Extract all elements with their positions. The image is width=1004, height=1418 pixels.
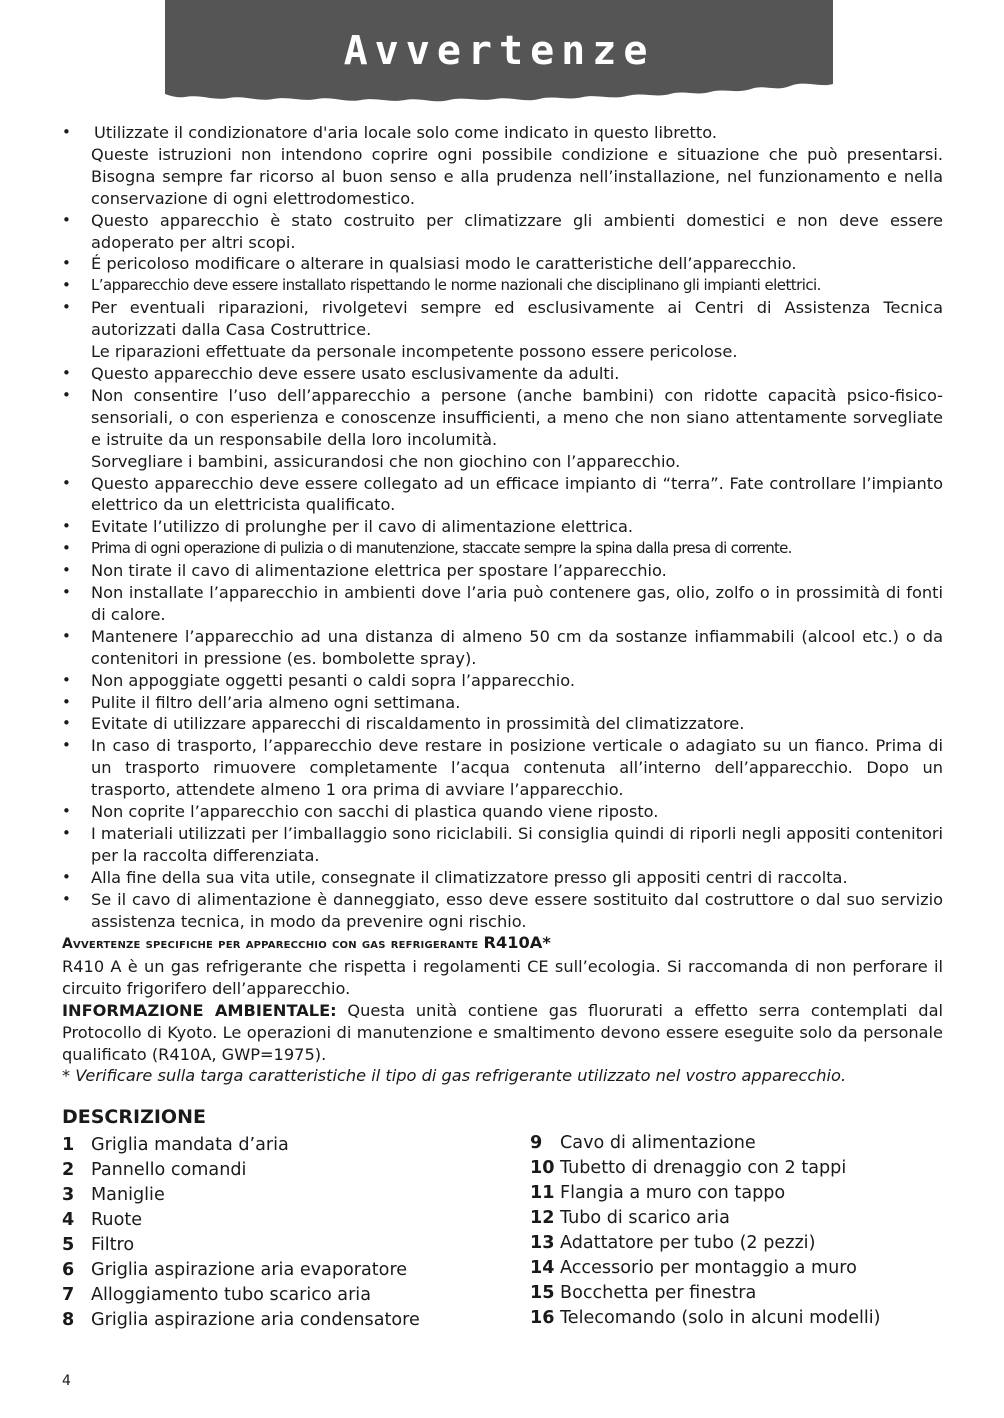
bullet-icon: •: [62, 385, 71, 404]
warning-item: [62, 867, 943, 889]
warning-item: [62, 385, 943, 473]
bullet-icon: •: [62, 714, 71, 733]
list-item: 11 Flangia a muro con tappo: [530, 1183, 786, 1203]
warning-item: [62, 692, 943, 714]
list-item: 15 Bocchetta per finestra: [530, 1283, 757, 1303]
page-title: Avvertenze: [343, 28, 655, 74]
environment-label: INFORMAZIONE AMBIENTALE:: [62, 1000, 337, 1020]
list-item: 8 Griglia aspirazione aria condensatore: [62, 1310, 420, 1330]
warning-text: Evitate di utilizzare apparecchi di riscaldamento in prossimità del climatizzatore.: [91, 714, 745, 734]
bullet-icon: •: [62, 254, 71, 273]
list-item: 14 Accessorio per montaggio a muro: [530, 1258, 857, 1278]
warning-item: [62, 516, 943, 538]
warning-item: [62, 275, 943, 297]
warning-text: Utilizzate il condizionatore d'aria locale solo come indicato in questo libretto.: [94, 123, 717, 142]
warning-item: [62, 670, 943, 692]
warning-text: Non coprite l’apparecchio con sacchi di plastica quando viene riposto.: [91, 802, 659, 822]
warning-text: Questo apparecchio deve essere usato esclusivamente da adulti.: [91, 363, 620, 383]
warning-text: Pulite il filtro dell’aria almeno ogni settimana.: [91, 692, 461, 712]
warning-item: [62, 253, 943, 275]
page-number: 4: [62, 1373, 71, 1389]
bullet-icon: •: [62, 210, 71, 229]
bullet-icon: •: [62, 123, 71, 141]
title-banner: [165, 0, 833, 108]
bullet-icon: •: [62, 889, 71, 908]
list-item: 3 Maniglie: [62, 1185, 165, 1205]
list-item: 16 Telecomando (solo in alcuni modelli): [530, 1308, 881, 1328]
warning-text: Non consentire l’uso dell’apparecchio a persone (anche bambini) con ridotte capacità psico-fisico-sensoriali, o con esperienza e conoscenze insufficienti, a meno che non siano attentamente sorvegliate e istruite da un responsabile della loro incolumità.: [91, 385, 943, 449]
bullet-icon: •: [62, 670, 71, 689]
warning-item: [62, 560, 943, 582]
list-item: 10 Tubetto di drenaggio con 2 tappi: [530, 1158, 847, 1178]
bullet-icon: •: [62, 298, 71, 317]
environment-info: [62, 1000, 943, 1066]
list-item: 13 Adattatore per tubo (2 pezzi): [530, 1233, 816, 1253]
bullet-icon: •: [62, 626, 71, 645]
r410a-section: [62, 932, 943, 1087]
warning-item: [62, 626, 943, 670]
r410a-heading: Avvertenze specifiche per apparecchio con gas refrigerante R410A*: [62, 933, 551, 952]
warning-text: Alla fine della sua vita utile, consegnate il climatizzatore presso gli appositi centri di raccolta.: [91, 867, 848, 887]
warning-text: Questo apparecchio deve essere collegato ad un efficace impianto di “terra”. Fate controllare l’impianto elettrico da un elettricista qualificato.: [91, 473, 943, 515]
parts-list-right: [530, 1131, 881, 1331]
warning-item: [62, 713, 943, 735]
r410a-text: R410 A è un gas refrigerante che rispetta i regolamenti CE sull’ecologia. Si raccomanda di non perforare il circuito frigorifero dell’apparecchio.: [62, 956, 943, 998]
warning-item: [62, 297, 943, 363]
bullet-icon: •: [62, 736, 71, 755]
bullet-icon: •: [62, 363, 71, 382]
warning-text: Queste istruzioni non intendono coprire ogni possibile condizione e situazione che può presentarsi. Bisogna sempre far ricorso al buon senso e alla prudenza nell’installazione, nel funzionamento e nella conservazione di ogni elettrodomestico.: [91, 144, 943, 208]
list-item: 6 Griglia aspirazione aria evaporatore: [62, 1260, 408, 1280]
bullet-icon: •: [62, 276, 71, 295]
warning-item: [62, 582, 943, 626]
warning-text: Mantenere l’apparecchio ad una distanza di almeno 50 cm da sostanze infiammabili (alcool etc.) o da contenitori in pressione (es. bombolette spray).: [91, 626, 943, 668]
warning-text: Non tirate il cavo di alimentazione elettrica per spostare l’apparecchio.: [91, 561, 667, 581]
bullet-icon: •: [62, 824, 71, 842]
bullet-icon: •: [62, 867, 71, 886]
warning-text: L’apparecchio deve essere installato rispettando le norme nazionali che disciplinano gli impianti elettrici.: [91, 276, 821, 295]
bullet-icon: •: [62, 583, 71, 602]
warning-text: Questo apparecchio è stato costruito per climatizzare gli ambienti domestici e non deve essere adoperato per altri scopi.: [91, 210, 943, 252]
bullet-icon: •: [62, 802, 71, 821]
warning-text: Le riparazioni effettuate da personale incompetente possono essere pericolose.: [91, 342, 738, 362]
environment-text: Questa unità contiene gas fluorurati a effetto serra contemplati dal Protocollo di Kyoto. Le operazioni di manutenzione e smaltimento devono essere eseguite solo da personale qualificato (R410A, GWP=1975).: [62, 1000, 943, 1064]
warning-item: [62, 122, 943, 210]
warning-text: Se il cavo di alimentazione è danneggiato, esso deve essere sostituito dal costruttore o dal suo servizio assistenza tecnica, in modo da prevenire ogni rischio.: [91, 889, 943, 931]
warning-text: Evitate l’utilizzo di prolunghe per il cavo di alimentazione elettrica.: [91, 517, 634, 537]
warning-text: Non appoggiate oggetti pesanti o caldi sopra l’apparecchio.: [91, 670, 576, 690]
list-item: 9 Cavo di alimentazione: [530, 1133, 756, 1153]
warning-text: In caso di trasporto, l’apparecchio deve restare in posizione verticale o adagiato su un fianco. Prima di un trasporto rimuovere completamente l’acqua contenuta all’interno dell’apparecchio. Dopo un trasporto, attendete almeno 1 ora prima di avviare l’apparecchio.: [91, 736, 943, 800]
warning-item: [62, 210, 943, 254]
warning-text: Prima di ogni operazione di pulizia o di manutenzione, staccate sempre la spina dalla presa di corrente.: [91, 539, 792, 558]
list-item: 1 Griglia mandata d’aria: [62, 1135, 289, 1155]
bullet-icon: •: [62, 473, 71, 492]
list-item: 4 Ruote: [62, 1210, 143, 1230]
warning-item: [62, 363, 943, 385]
description-title: DESCRIZIONE: [62, 1106, 206, 1128]
warnings-list: [62, 122, 943, 933]
warning-item: [62, 823, 943, 867]
warning-text: I materiali utilizzati per l’imballaggio sono riciclabili. Si consiglia quindi di riporli negli appositi contenitori per la raccolta differenziata.: [91, 824, 943, 865]
warning-text: É pericoloso modificare o alterare in qualsiasi modo le caratteristiche dell’apparecchio.: [91, 254, 797, 274]
bullet-icon: •: [62, 692, 71, 711]
bullet-icon: •: [62, 561, 71, 580]
warning-text: Sorvegliare i bambini, assicurandosi che non giochino con l’apparecchio.: [91, 451, 681, 471]
warning-item: [62, 473, 943, 517]
warning-item: [62, 538, 943, 560]
warning-item: [62, 735, 943, 801]
gas-note: * Verificare sulla targa caratteristiche il tipo di gas refrigerante utilizzato nel vostro apparecchio.: [62, 1066, 847, 1086]
parts-list-left: [62, 1133, 420, 1333]
list-item: 12 Tubo di scarico aria: [530, 1208, 730, 1228]
list-item: 5 Filtro: [62, 1235, 135, 1255]
warning-item: [62, 801, 943, 823]
warning-text: Per eventuali riparazioni, rivolgetevi sempre ed esclusivamente ai Centri di Assistenza Tecnica autorizzati dalla Casa Costruttrice.: [91, 298, 943, 340]
bullet-icon: •: [62, 517, 71, 536]
warning-item: [62, 889, 943, 933]
list-item: 7 Alloggiamento tubo scarico aria: [62, 1285, 371, 1305]
list-item: 2 Pannello comandi: [62, 1160, 247, 1180]
warning-text: Non installate l’apparecchio in ambienti dove l’aria può contenere gas, olio, zolfo o in prossimità di fonti di calore.: [91, 583, 943, 624]
bullet-icon: •: [62, 539, 71, 558]
